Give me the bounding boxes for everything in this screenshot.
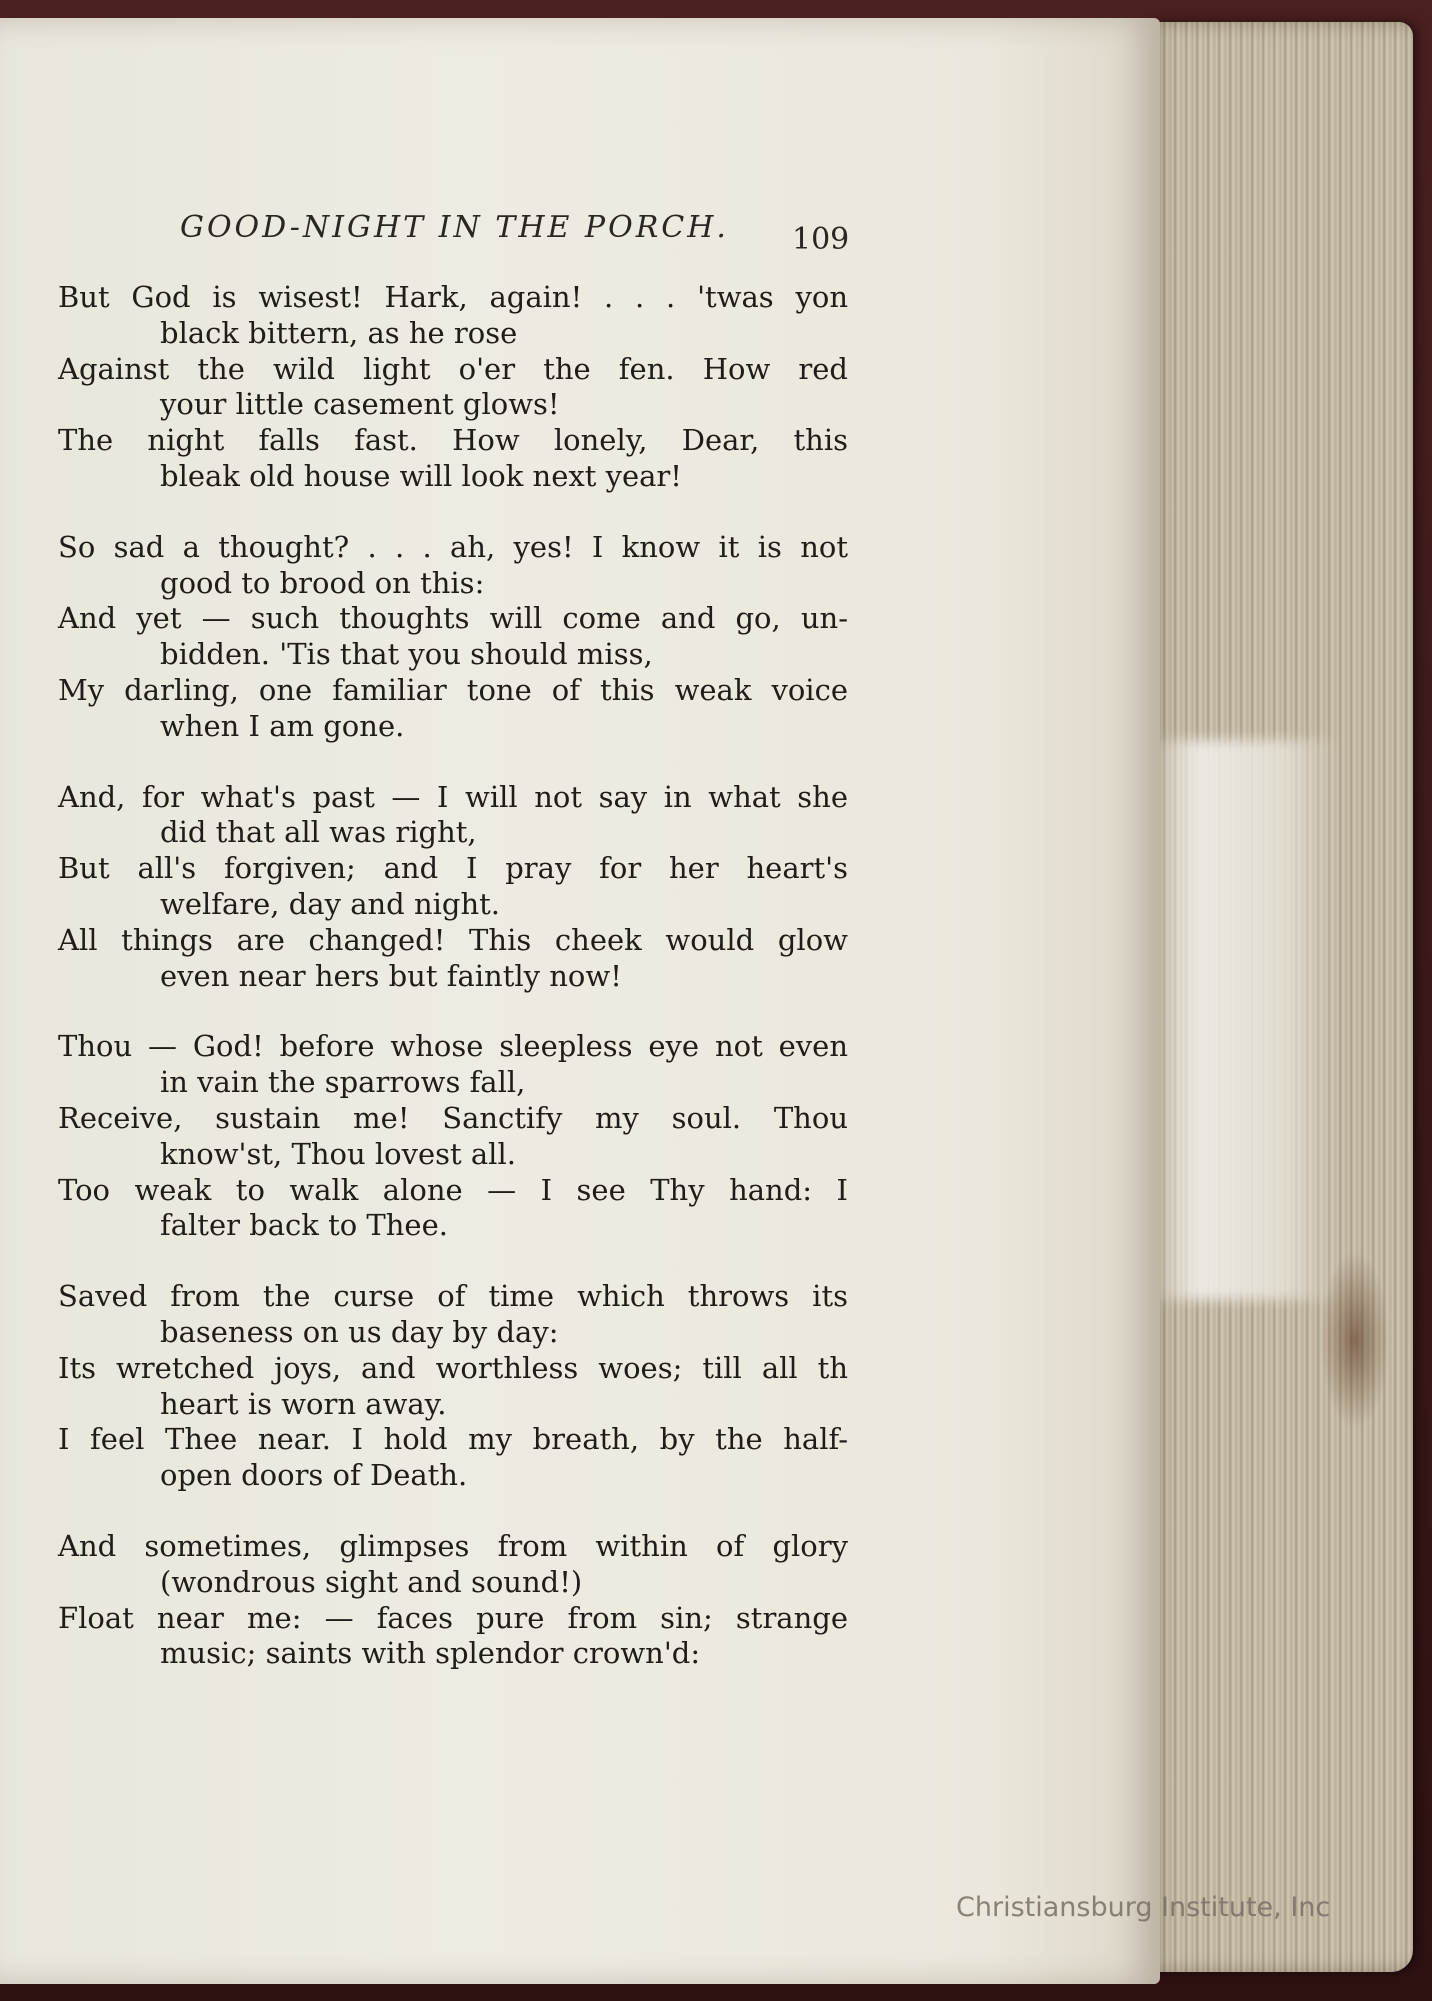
verse-line: All things are changed! This cheek would glow <box>58 922 848 957</box>
verse-line: Too weak to walk alone — I see Thy hand: I <box>58 1172 848 1207</box>
verse-line-continuation: bidden. 'Tis that you should miss, <box>160 637 653 672</box>
stanza <box>58 1529 848 1672</box>
verse-line: Float near me: — faces pure from sin; strange <box>58 1600 848 1635</box>
verse-line-continuation: bleak old house will look next year! <box>160 458 682 493</box>
verse-line: But God is wisest! Hark, again! . . . 'twas yon <box>58 280 848 314</box>
light-glare <box>1150 740 1340 1300</box>
verse-line: But all's forgiven; and I pray for her heart's <box>58 851 848 886</box>
verse-line: And yet — such thoughts will come and go, un- <box>58 601 848 636</box>
verse-line-continuation: know'st, Thou lovest all. <box>160 1136 516 1171</box>
verse-line: My darling, one familiar tone of this weak voice <box>58 672 848 707</box>
verse-line-continuation: even near hers but faintly now! <box>160 958 622 993</box>
verse-line-continuation: black bittern, as he rose <box>160 315 518 350</box>
verse-line: The night falls fast. How lonely, Dear, this <box>58 423 848 458</box>
poem-text <box>58 280 848 1707</box>
verse-line-continuation: baseness on us day by day: <box>160 1314 559 1349</box>
verse-line: And sometimes, glimpses from within of glory <box>58 1528 848 1563</box>
verse-line-continuation: open doors of Death. <box>160 1458 468 1493</box>
watermark-text: Christiansburg Institute, Inc <box>956 1892 1331 1923</box>
verse-line-continuation: falter back to Thee. <box>160 1208 448 1243</box>
verse-line-continuation: good to brood on this: <box>160 565 485 600</box>
verse-line: Its wretched joys, and worthless woes; till all th <box>58 1350 848 1385</box>
stanza <box>58 780 848 995</box>
stanza <box>58 280 848 495</box>
verse-line-continuation: (wondrous sight and sound!) <box>160 1564 583 1599</box>
verse-line-continuation: your little casement glows! <box>160 387 560 422</box>
verse-line-continuation: music; saints with splendor crown'd: <box>160 1636 701 1671</box>
verse-line-continuation: did that all was right, <box>160 815 477 850</box>
verse-line: Against the wild light o'er the fen. How red <box>58 351 848 386</box>
running-head: GOOD-NIGHT IN THE PORCH. <box>180 210 729 245</box>
verse-line: I feel Thee near. I hold my breath, by the half- <box>58 1422 848 1457</box>
edge-shadow <box>1320 1250 1390 1430</box>
verse-line-continuation: when I am gone. <box>160 708 405 743</box>
stanza <box>58 1029 848 1244</box>
verse-line: And, for what's past — I will not say in what she <box>58 779 848 814</box>
page-number: 109 <box>792 222 850 257</box>
verse-line: Thou — God! before whose sleepless eye not even <box>58 1029 848 1064</box>
verse-line: So sad a thought? . . . ah, yes! I know it is not <box>58 529 848 564</box>
stanza <box>58 1279 848 1494</box>
stanza <box>58 530 848 745</box>
verse-line-continuation: heart is worn away. <box>160 1386 447 1421</box>
verse-line: Receive, sustain me! Sanctify my soul. Thou <box>58 1100 848 1135</box>
verse-line: Saved from the curse of time which throws its <box>58 1279 848 1314</box>
verse-line-continuation: in vain the sparrows fall, <box>160 1065 526 1100</box>
verse-line-continuation: welfare, day and night. <box>160 886 501 921</box>
